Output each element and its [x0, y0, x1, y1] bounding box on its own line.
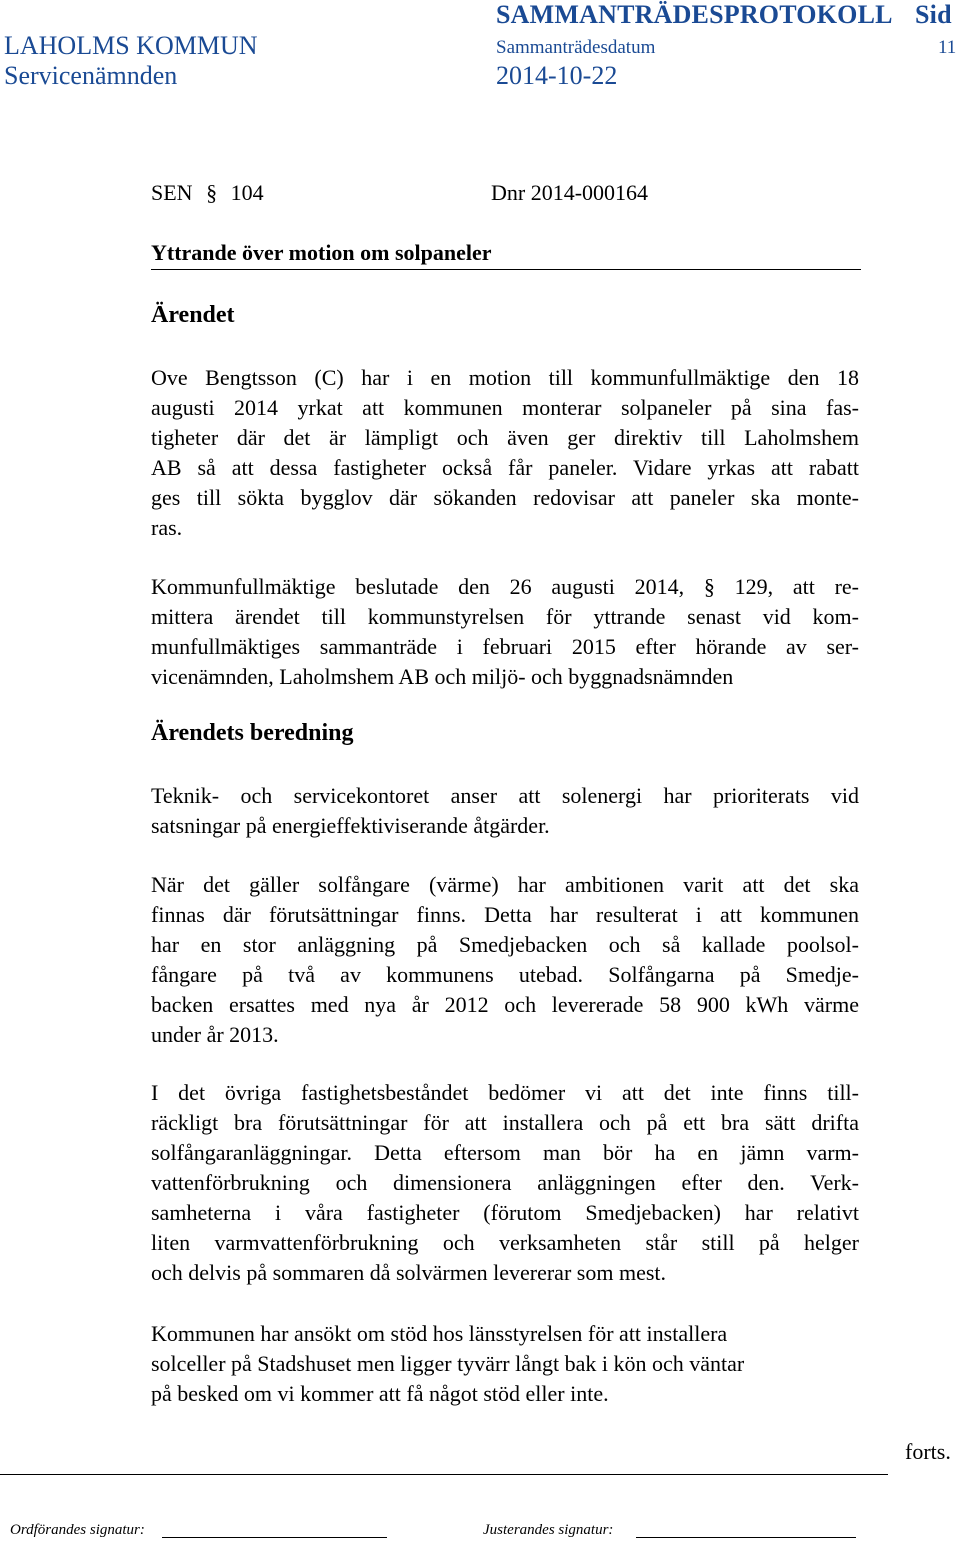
- adjuster-signature-label: Justerandes signatur:: [483, 1522, 614, 1538]
- text-line: och delvis på sommaren då solvärmen levererar som mest.: [151, 1260, 667, 1285]
- case-paragraph-number: 104: [230, 180, 264, 205]
- text-line: ges till sökta bygglov där sökanden redovisar att paneler ska monte-: [151, 485, 859, 510]
- text-line: Teknik- och servicekontoret anser att solenergi har prioriterats vid: [151, 783, 859, 808]
- text-line: Kommunen har ansökt om stöd hos länsstyrelsen för att installera: [151, 1321, 728, 1346]
- text-line: munfullmäktiges sammanträde i februari 2015 efter hörande av ser-: [151, 634, 859, 659]
- adjuster-signature-line[interactable]: [636, 1537, 856, 1538]
- text-line: tigheter där det är lämpligt och även ger direktiv till Laholmshem: [151, 425, 859, 450]
- text-line: finnas där förutsättningar finns. Detta har resulterat i att kommunen: [151, 902, 859, 927]
- page-number: 11: [938, 37, 957, 58]
- text-line: har en stor anläggning på Smedjebacken och så kallade poolsol-: [151, 932, 859, 957]
- case-title: Yttrande över motion om solpaneler: [151, 240, 492, 265]
- text-line: solceller på Stadshuset men ligger tyvärr långt bak i kön och väntar: [151, 1351, 745, 1376]
- text-line: liten varmvattenförbrukning och verksamheten står still på helger: [151, 1230, 859, 1255]
- meeting-date-label: Sammanträdesdatum: [496, 37, 656, 58]
- text-line: på besked om vi kommer att få något stöd eller inte.: [151, 1381, 609, 1406]
- text-line: fångare på två av kommunens utebad. Solfångarna på Smedje-: [151, 962, 859, 987]
- chair-signature-line[interactable]: [162, 1537, 387, 1538]
- text-line: ras.: [151, 515, 183, 540]
- text-line: När det gäller solfångare (värme) har ambitionen varit att det ska: [151, 872, 859, 897]
- title-underline: [151, 269, 861, 270]
- text-line: mittera ärendet till kommunstyrelsen för yttrande senast vid kom-: [151, 604, 859, 629]
- section-heading-arendet: Ärendet: [151, 302, 235, 328]
- text-line: under år 2013.: [151, 1022, 279, 1047]
- municipality-name: LAHOLMS KOMMUN: [4, 31, 258, 60]
- protocol-title: SAMMANTRÄDESPROTOKOLL: [496, 0, 893, 29]
- beredning-paragraph-3: [151, 1078, 859, 1288]
- case-number: [151, 180, 264, 206]
- sid-label: Sid: [915, 0, 952, 29]
- text-line: I det övriga fastighetsbeståndet bedömer vi att det inte finns till-: [151, 1080, 859, 1105]
- text-line: samheterna i våra fastigheter (förutom Smedjebacken) har relativt: [151, 1200, 859, 1225]
- paragraph-symbol: §: [206, 180, 218, 205]
- beredning-paragraph-2: [151, 870, 859, 1050]
- section-heading-beredning: Ärendets beredning: [151, 720, 354, 746]
- beredning-paragraph-1: [151, 781, 859, 841]
- chair-signature-label: Ordförandes signatur:: [10, 1522, 145, 1538]
- text-line: vattenförbrukning och dimensionera anläggningen efter den. Verk-: [151, 1170, 859, 1195]
- text-line: augusti 2014 yrkat att kommunen monterar solpaneler på sina fas-: [151, 395, 859, 420]
- continued-label: forts.: [905, 1439, 951, 1464]
- meeting-date: 2014-10-22: [496, 61, 618, 90]
- text-line: AB så att dessa fastigheter också får paneler. Vidare yrkas att rabatt: [151, 455, 859, 480]
- text-line: Ove Bengtsson (C) har i en motion till kommunfullmäktige den 18: [151, 365, 859, 390]
- beredning-paragraph-4: [151, 1319, 859, 1409]
- committee-name: Servicenämnden: [4, 61, 178, 90]
- arendet-paragraph: [151, 363, 859, 543]
- dnr-number: Dnr 2014-000164: [491, 180, 649, 205]
- case-prefix: SEN: [151, 180, 193, 205]
- text-line: solfångaranläggningar. Detta eftersom man bör ha en jämn varm-: [151, 1140, 859, 1165]
- kf-decision-paragraph: [151, 572, 859, 692]
- footer-rule: [0, 1474, 888, 1475]
- text-line: Kommunfullmäktige beslutade den 26 augusti 2014, § 129, att re-: [151, 574, 859, 599]
- text-line: backen ersattes med nya år 2012 och levererade 58 900 kWh värme: [151, 992, 859, 1017]
- text-line: vicenämnden, Laholmshem AB och miljö- och byggnadsnämnden: [151, 664, 734, 689]
- text-line: räckligt bra förutsättningar för att installera och på ett bra sätt drifta: [151, 1110, 859, 1135]
- text-line: satsningar på energieffektiviserande åtgärder.: [151, 813, 550, 838]
